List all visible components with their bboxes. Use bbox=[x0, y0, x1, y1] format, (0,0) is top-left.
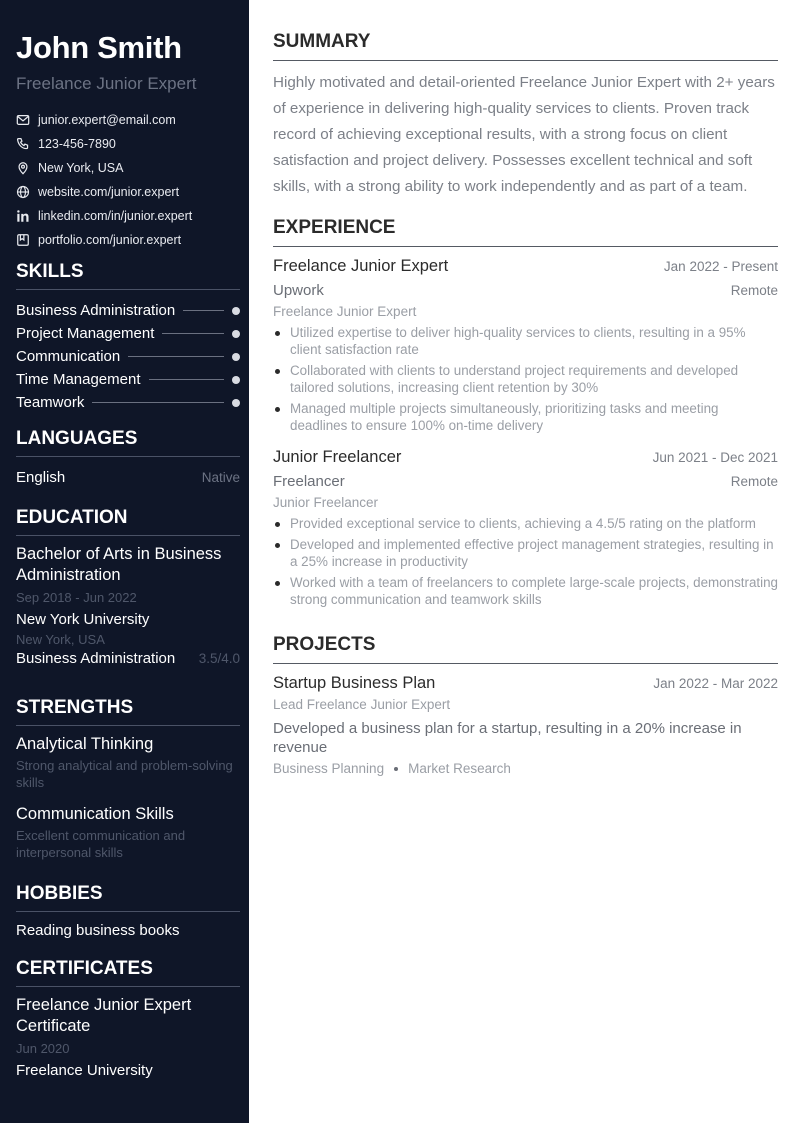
contact-portfolio-text: portfolio.com/junior.expert bbox=[38, 233, 182, 247]
project-role: Lead Freelance Junior Expert bbox=[273, 697, 451, 712]
job-company-row bbox=[273, 280, 778, 302]
skill-line bbox=[183, 310, 224, 311]
job-title: Junior Freelancer bbox=[273, 448, 402, 466]
education-heading: EDUCATION bbox=[16, 507, 240, 536]
job-bullet: Utilized expertise to deliver high-quality services to clients, resulting in a 95% client satisfaction rate bbox=[273, 324, 778, 358]
education-field: Business Administration bbox=[16, 650, 176, 667]
job-bullet: Managed multiple projects simultaneously, prioritizing tasks and meeting deadlines to ensure 100% on-time delivery bbox=[273, 400, 778, 434]
strength-desc: Excellent communication and interpersonal skills bbox=[16, 828, 186, 860]
education-section bbox=[16, 507, 240, 670]
job-location: Remote bbox=[730, 283, 778, 298]
job-location: Remote bbox=[730, 474, 778, 489]
project-tag: Business Planning bbox=[273, 761, 385, 776]
skill-line bbox=[128, 356, 224, 357]
language-item bbox=[16, 465, 240, 489]
certificate-date: Jun 2020 bbox=[16, 1041, 70, 1056]
phone-icon bbox=[16, 137, 30, 151]
education-gpa: 3.5/4.0 bbox=[198, 651, 240, 666]
projects-section bbox=[273, 634, 778, 776]
job-company: Freelancer bbox=[273, 473, 345, 490]
contact-portfolio[interactable] bbox=[16, 228, 240, 252]
education-location: New York, USA bbox=[16, 632, 105, 647]
strengths-section bbox=[16, 697, 240, 861]
strength-desc: Strong analytical and problem-solving skills bbox=[16, 758, 233, 790]
experience-section bbox=[273, 217, 778, 612]
project-tags bbox=[273, 761, 778, 776]
job-entry bbox=[273, 255, 778, 434]
certificates-section bbox=[16, 958, 240, 1082]
contact-phone-text: 123-456-7890 bbox=[38, 137, 116, 151]
skill-dot bbox=[232, 376, 240, 384]
education-school: New York University bbox=[16, 611, 150, 628]
language-level: Native bbox=[201, 469, 240, 485]
contact-location bbox=[16, 156, 240, 180]
strengths-heading: STRENGTHS bbox=[16, 697, 240, 726]
contact-linkedin[interactable] bbox=[16, 204, 240, 228]
job-bullet: Developed and implemented effective project management strategies, resulting in a 25% increase in productivity bbox=[273, 536, 778, 570]
globe-icon bbox=[16, 185, 30, 199]
candidate-role: Freelance Junior Expert bbox=[16, 74, 197, 93]
skill-line bbox=[92, 402, 224, 403]
portfolio-icon bbox=[16, 233, 30, 247]
hobbies-section bbox=[16, 883, 240, 942]
contact-email-text: junior.expert@email.com bbox=[38, 113, 176, 127]
hobbies-heading: HOBBIES bbox=[16, 883, 240, 912]
job-head bbox=[273, 255, 778, 277]
projects-heading: PROJECTS bbox=[273, 634, 778, 664]
skill-label: Teamwork bbox=[16, 394, 85, 411]
language-name: English bbox=[16, 468, 66, 486]
skill-label: Business Administration bbox=[16, 302, 176, 319]
certificates-heading: CERTIFICATES bbox=[16, 958, 240, 987]
job-dates: Jun 2021 - Dec 2021 bbox=[652, 450, 778, 465]
skill-item bbox=[16, 368, 240, 391]
main-content bbox=[273, 0, 778, 1123]
contact-location-text: New York, USA bbox=[38, 161, 124, 175]
skill-item bbox=[16, 345, 240, 368]
languages-heading: LANGUAGES bbox=[16, 428, 240, 457]
job-bullet: Collaborated with clients to understand project requirements and developed tailored solutions, increasing client retention by 30% bbox=[273, 362, 778, 396]
job-role: Junior Freelancer bbox=[273, 495, 379, 510]
skill-line bbox=[162, 333, 224, 334]
location-pin-icon bbox=[16, 161, 30, 175]
project-head bbox=[273, 672, 778, 694]
summary-text: Highly motivated and detail-oriented Freelance Junior Expert with 2+ years of experience in delivering high-quality services to clients. Proven track record of achieving exceptional results, with a strong focus on client satisfaction and project delivery. Possesses excellent technical and soft skills, with a strong ability to work independently and as part of a team. bbox=[273, 74, 775, 195]
project-title: Startup Business Plan bbox=[273, 674, 436, 692]
strength-item bbox=[16, 804, 240, 861]
skill-label: Communication bbox=[16, 348, 121, 365]
tag-separator-dot bbox=[394, 767, 398, 771]
skill-dot bbox=[232, 307, 240, 315]
strength-title: Communication Skills bbox=[16, 805, 174, 823]
certificate-title: Freelance Junior Expert Certificate bbox=[16, 996, 192, 1035]
skill-label: Project Management bbox=[16, 325, 155, 342]
experience-heading: EXPERIENCE bbox=[273, 217, 778, 247]
strength-item bbox=[16, 734, 240, 791]
education-field-row bbox=[16, 648, 240, 670]
skill-dot bbox=[232, 353, 240, 361]
job-bullet: Worked with a team of freelancers to complete large-scale projects, demonstrating strong communication and teamwork skills bbox=[273, 574, 778, 608]
project-tag: Market Research bbox=[408, 761, 511, 776]
candidate-name: John Smith bbox=[16, 30, 182, 65]
contact-phone[interactable] bbox=[16, 132, 240, 156]
skill-label: Time Management bbox=[16, 371, 141, 388]
skill-dot bbox=[232, 330, 240, 338]
contact-email[interactable] bbox=[16, 108, 240, 132]
job-role: Freelance Junior Expert bbox=[273, 304, 417, 319]
job-bullet: Provided exceptional service to clients, achieving a 4.5/5 rating on the platform bbox=[273, 515, 778, 532]
education-dates: Sep 2018 - Jun 2022 bbox=[16, 590, 137, 605]
contact-website[interactable] bbox=[16, 180, 240, 204]
education-degree: Bachelor of Arts in Business Administration bbox=[16, 545, 222, 584]
envelope-icon bbox=[16, 113, 30, 127]
skills-heading: SKILLS bbox=[16, 261, 240, 290]
summary-section bbox=[273, 31, 778, 200]
job-company-row bbox=[273, 471, 778, 493]
strength-title: Analytical Thinking bbox=[16, 735, 154, 753]
certificate-issuer: Freelance University bbox=[16, 1062, 153, 1079]
skill-dot bbox=[232, 399, 240, 407]
languages-section bbox=[16, 428, 240, 489]
linkedin-icon bbox=[16, 209, 30, 223]
contact-linkedin-text: linkedin.com/in/junior.expert bbox=[38, 209, 193, 223]
job-bullets bbox=[273, 515, 778, 608]
project-entry bbox=[273, 672, 778, 776]
skills-section bbox=[16, 261, 240, 414]
skill-item bbox=[16, 322, 240, 345]
job-head bbox=[273, 446, 778, 468]
contact-website-text: website.com/junior.expert bbox=[38, 185, 180, 199]
skill-item bbox=[16, 391, 240, 414]
summary-heading: SUMMARY bbox=[273, 31, 778, 61]
job-entry bbox=[273, 446, 778, 608]
project-dates: Jan 2022 - Mar 2022 bbox=[653, 676, 778, 691]
job-company: Upwork bbox=[273, 282, 324, 299]
job-dates: Jan 2022 - Present bbox=[663, 259, 778, 274]
job-title: Freelance Junior Expert bbox=[273, 257, 449, 275]
project-desc: Developed a business plan for a startup, resulting in a 20% increase in revenue bbox=[273, 720, 742, 756]
skill-item bbox=[16, 299, 240, 322]
contact-list bbox=[16, 108, 240, 252]
sidebar bbox=[0, 0, 249, 1123]
skill-line bbox=[149, 379, 225, 380]
job-bullets bbox=[273, 324, 778, 434]
hobby-item: Reading business books bbox=[16, 922, 180, 939]
